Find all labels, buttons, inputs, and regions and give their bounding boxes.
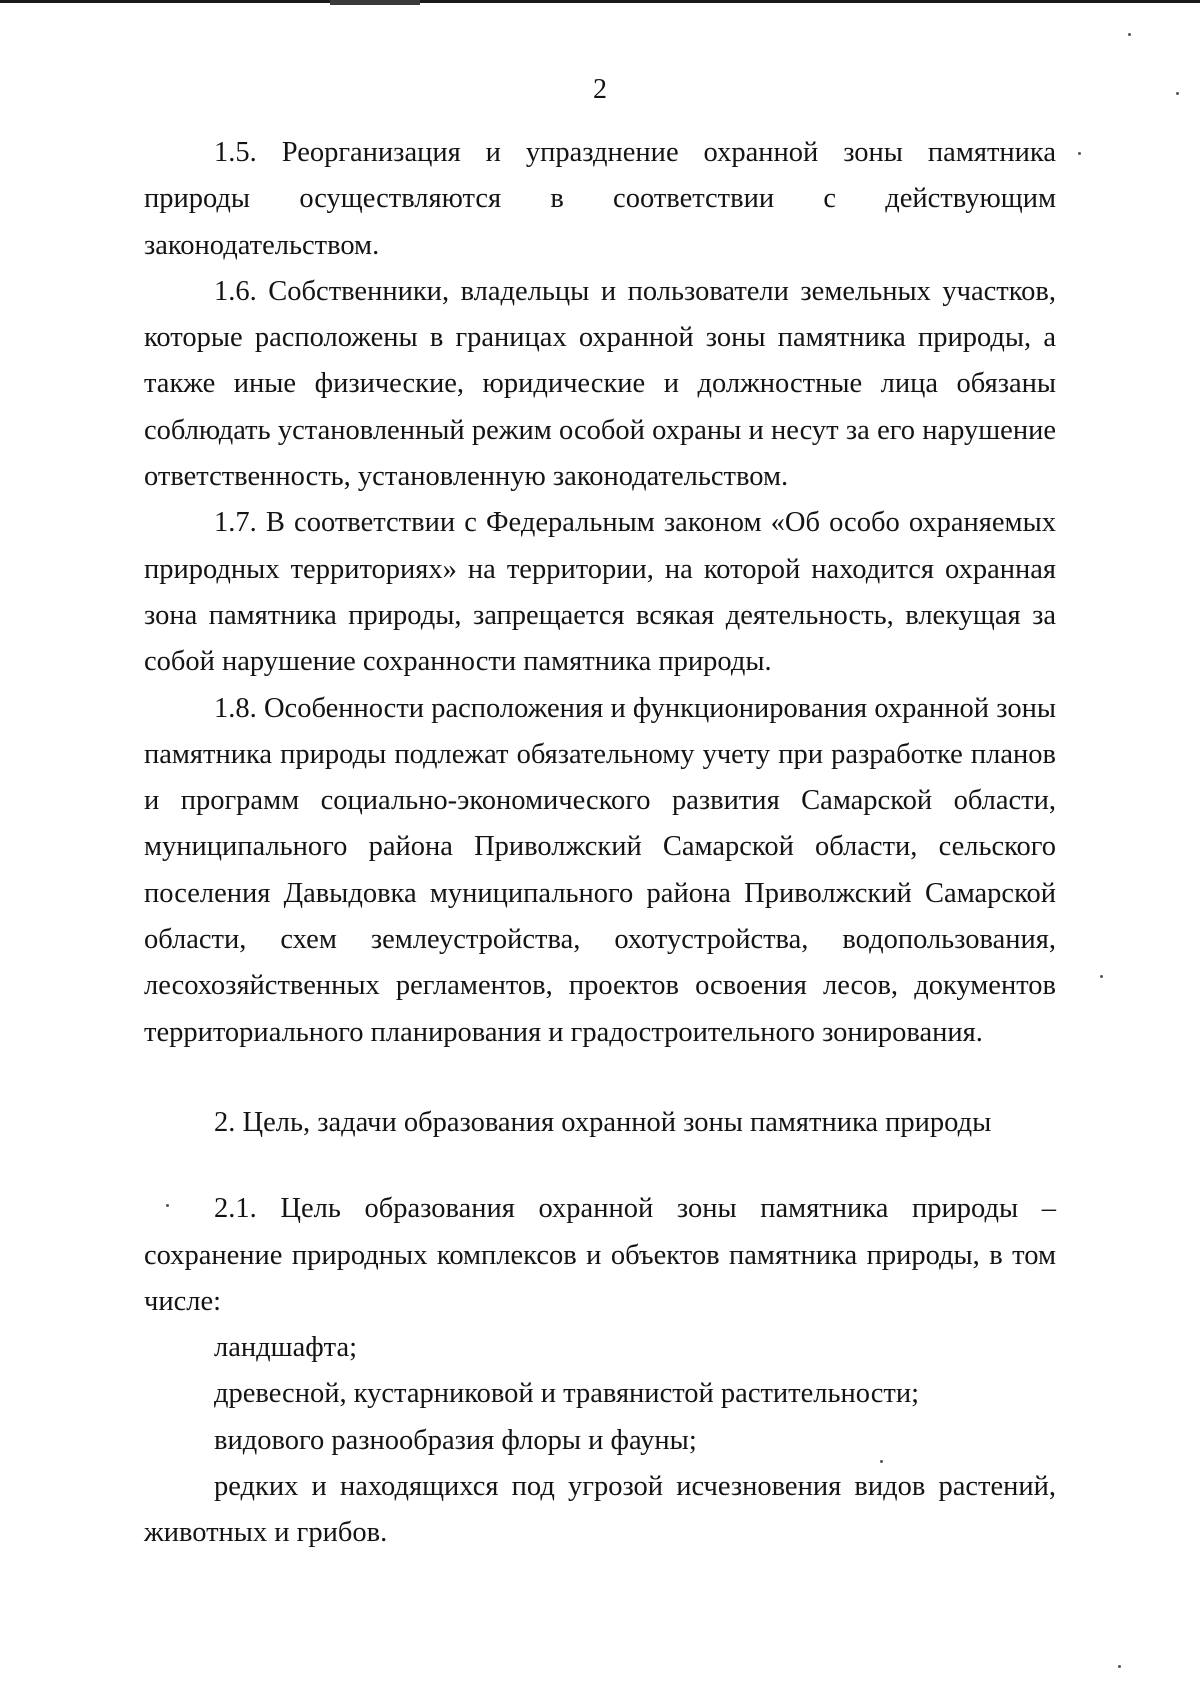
list-item: редких и находящихся под угрозой исчезновения видов растений, животных и грибов.: [144, 1471, 1056, 1549]
paragraph-2-1: 2.1. Цель образования охранной зоны памятника природы – сохранение природных комплексов и объектов памятника природы, в том числе:: [144, 1193, 1056, 1317]
paragraph-1-8: 1.8. Особенности расположения и функционирования охранной зоны памятника природы подлежат обязательному учету при разработке планов и программ социально-экономического развития Самарской области, муниципального района Приволжский Самарской области, сельского поселения Давыдовка муниципального района Приволжский Самарской области, схем землеустройства, охотустройства, водопользования, лесохозяйственных регламентов, проектов освоения лесов, документов территориального планирования и градостроительного зонирования.: [144, 692, 1056, 1048]
scan-top-edge: [0, 0, 1200, 3]
paragraph-1-5: 1.5. Реорганизация и упразднение охранной зоны памятника природы осуществляются в соответствии с действующим законодательством.: [144, 137, 1056, 261]
list-item: древесной, кустарниковой и травянистой растительности;: [214, 1378, 919, 1410]
list-item: видового разнообразия флоры и фауны;: [214, 1424, 697, 1456]
document-body: [144, 130, 1056, 1557]
page-number: 2: [593, 74, 607, 105]
scan-speck: [1118, 1665, 1121, 1668]
scan-speck: [1176, 92, 1179, 95]
scan-edge-smudge: [330, 0, 420, 5]
scan-speck: [1078, 152, 1081, 155]
paragraph-1-7: 1.7. В соответствии с Федеральным законом «Об особо охраняемых природных территориях» на территории, на которой находится охранная зона памятника природы, запрещается всякая деятельность, влекущая за собой нарушение сохранности памятника природы.: [144, 507, 1056, 678]
list-item: ландшафта;: [214, 1332, 358, 1364]
scan-speck: [1100, 975, 1103, 978]
section-2-heading: 2. Цель, задачи образования охранной зоны памятника природы: [214, 1106, 992, 1138]
scan-speck: [880, 1460, 883, 1463]
scan-speck: [1128, 33, 1131, 36]
paragraph-1-6: 1.6. Собственники, владельцы и пользователи земельных участков, которые расположены в границах охранной зоны памятника природы, а также иные физические, юридические и должностные лица обязаны соблюдать установленный режим особой охраны и несут за его нарушение ответственность, установленную законодательством.: [144, 275, 1056, 493]
scan-speck: [166, 1204, 169, 1207]
